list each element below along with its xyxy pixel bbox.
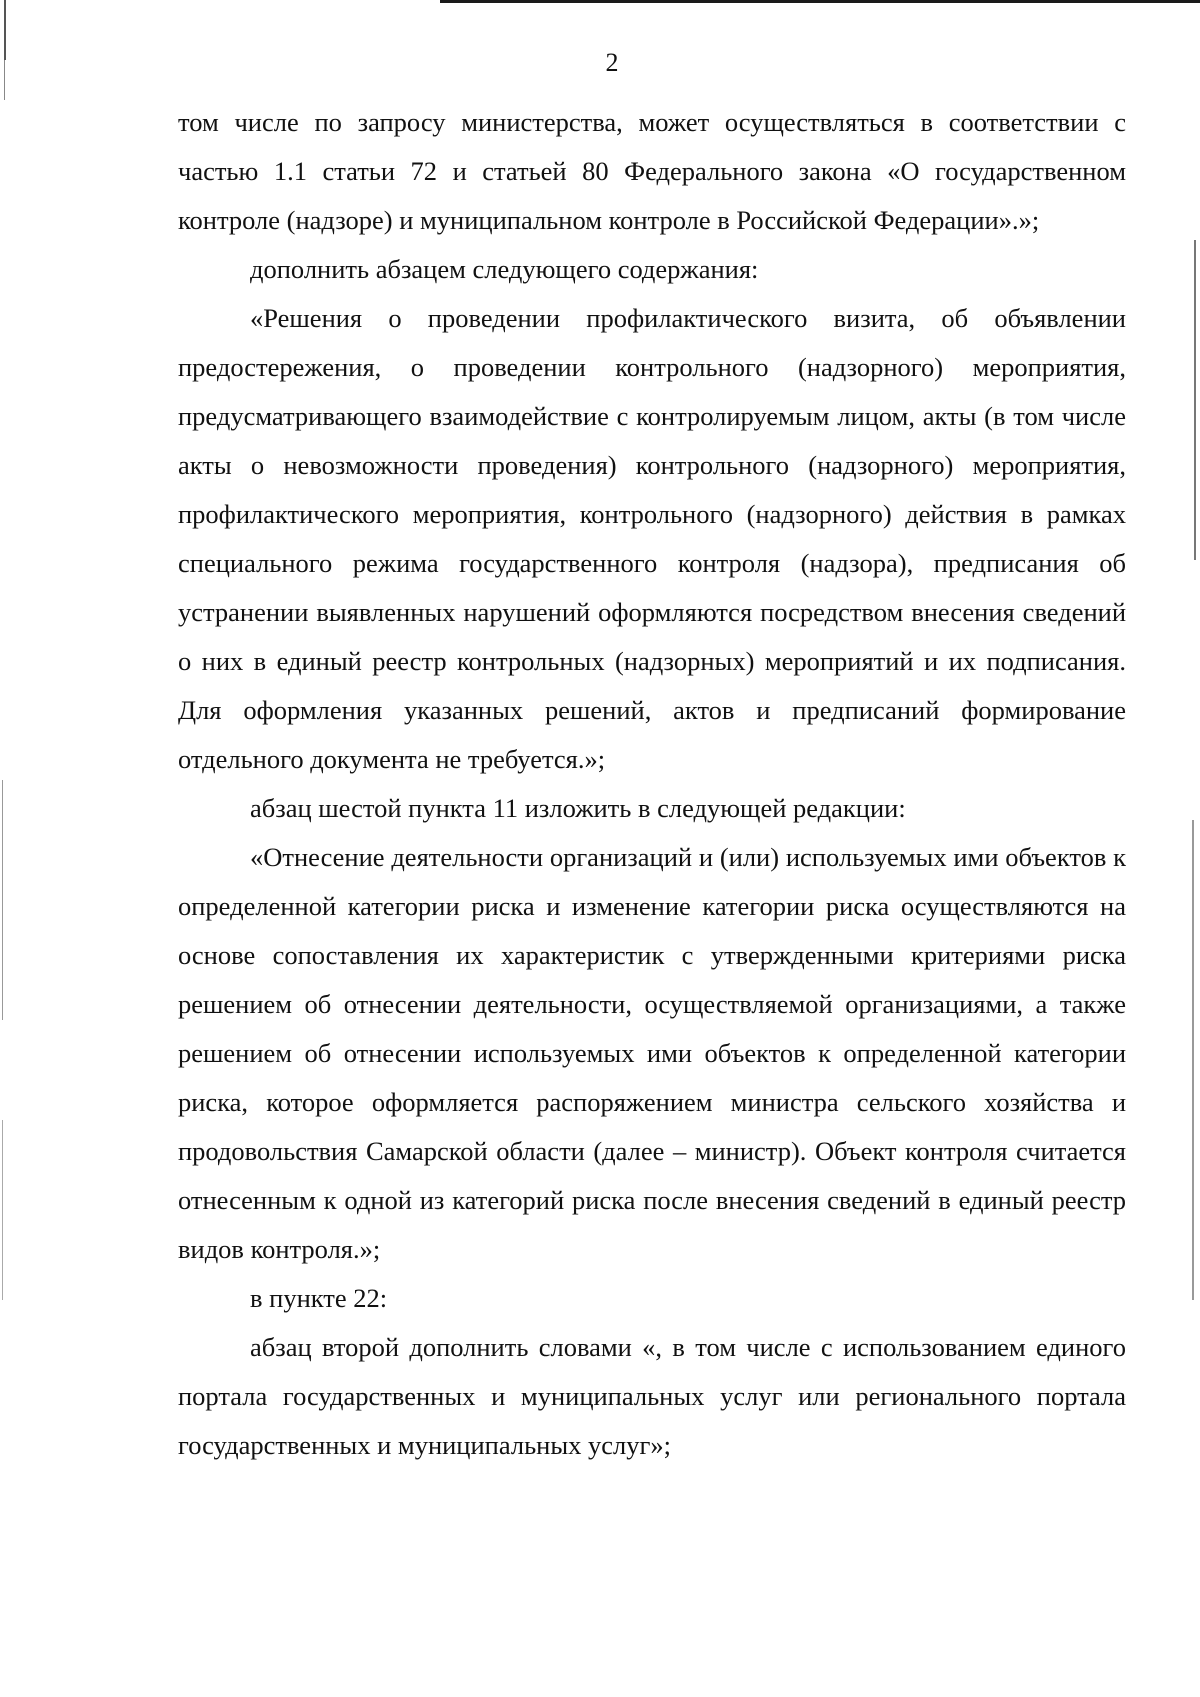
paragraph-quoted-decisions: «Решения о проведении профилактического визита, об объявлении предостережения, о проведении контрольного (надзорного) мероприятия, предусматривающего взаимодействие с контролируемым лицом, акты (в том числе акты о невозможности проведения) контрольного (надзорного) мероприятия, профилактического мероприятия, контрольного (надзорного) действия в рамках специального режима государственного контроля (надзора), предписания об устранении выявленных нарушений оформляются посредством внесения сведений о них в единый реестр контрольных (надзорных) мероприятий и их подписания. Для оформления указанных решений, актов и предписаний формирование отдельного документа не требуется.»; [178, 303, 1126, 774]
paragraph-amendment-instruction: абзац шестой пункта 11 изложить в следующей редакции: [250, 793, 906, 823]
paragraph-quoted-risk-category: «Отнесение деятельности организаций и (или) используемых ими объектов к определенной категории риска и изменение категории риска осуществляются на основе сопоставления их характеристик с утвержденными критериями риска решением об отнесении деятельности, осуществляемой организациями, а также решением об отнесении используемых ими объектов к определенной категории риска, которое оформляется распоряжением министра сельского хозяйства и продовольствия Самарской области (далее – министр). Объект контроля считается отнесенным к одной из категорий риска после внесения сведений в единый реестр видов контроля.»; [178, 842, 1126, 1264]
page-number-text: 2 [605, 48, 619, 77]
paragraph-amendment-instruction: дополнить абзацем следующего содержания: [250, 254, 759, 284]
scan-edge-right [1194, 240, 1196, 560]
document-body [178, 98, 1126, 1470]
paragraph-point-reference: в пункте 22: [250, 1283, 388, 1313]
scan-edge-left [2, 1120, 3, 1300]
page-number [0, 48, 1200, 78]
paragraph-amendment-addition: абзац второй дополнить словами «, в том числе с использованием единого портала государственных и муниципальных услуг или регионального портала государственных и муниципальных услуг»; [178, 1332, 1126, 1460]
paragraph-continuation: том числе по запросу министерства, может осуществляться в соответствии с частью 1.1 статьи 72 и статьей 80 Федерального закона «О государственном контроле (надзоре) и муниципальном контроле в Российской Федерации».»; [178, 107, 1126, 235]
scan-edge-top [440, 0, 1200, 3]
scan-edge-left [2, 780, 3, 1020]
scan-edge-right [1192, 820, 1194, 1300]
